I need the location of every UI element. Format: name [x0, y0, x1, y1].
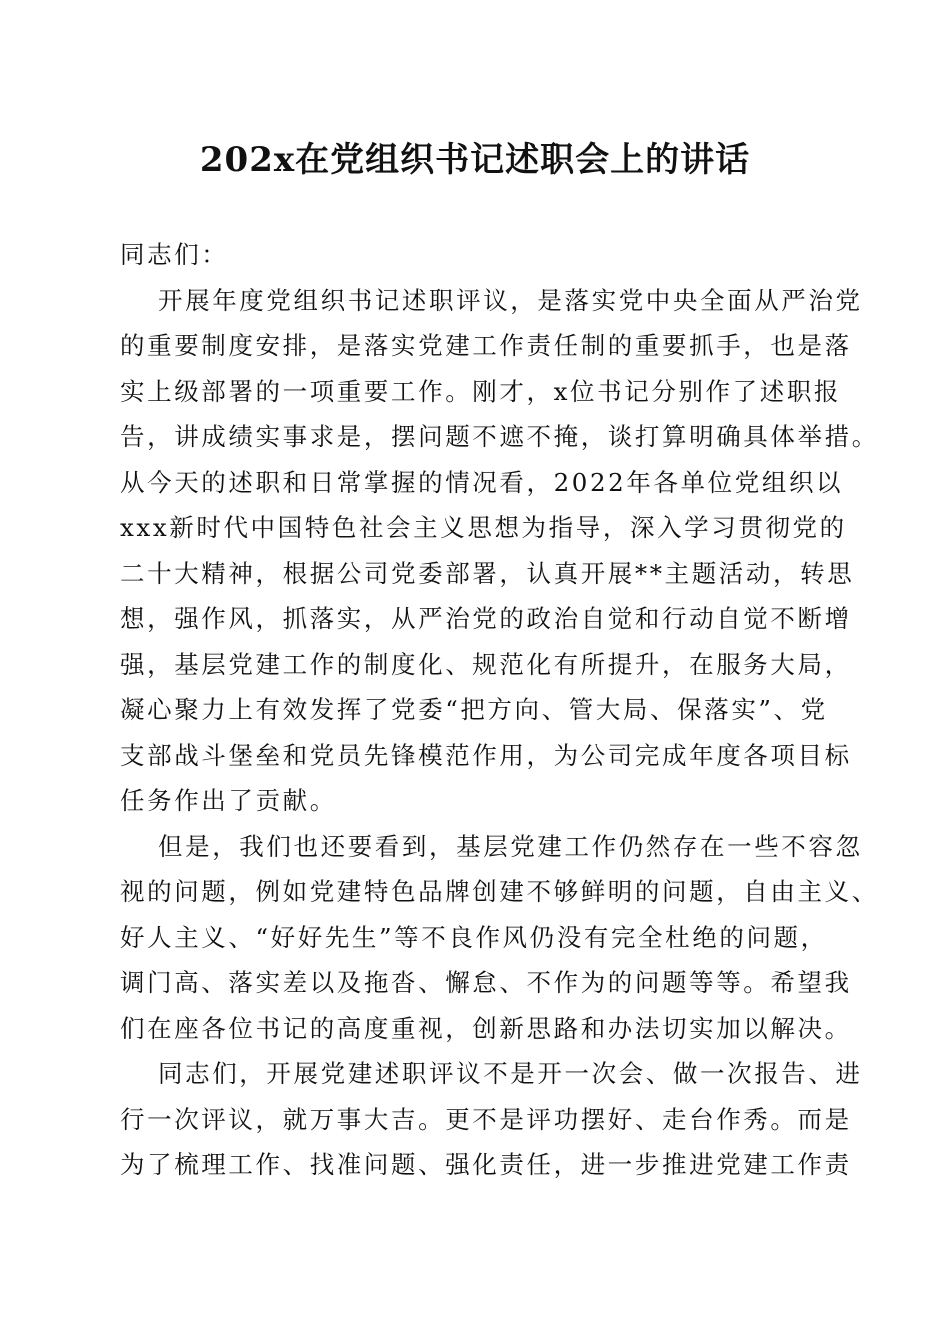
- paragraph-line: 视的问题，例如党建特色品牌创建不够鲜明的问题，自由主义、: [120, 877, 879, 906]
- paragraph-line: 开展年度党组织书记述职评议，是落实党中央全面从严治党: [158, 285, 863, 315]
- paragraph-line: 想，强作风，抓落实，从严治党的政治自觉和行动自觉不断增: [120, 604, 852, 633]
- paragraph-line: 强，基层党建工作的制度化、规范化有所提升，在服务大局，: [120, 649, 852, 679]
- paragraph-line: 同志们，开展党建述职评议不是开一次会、做一次报告、进: [158, 1059, 863, 1088]
- paragraph-line: 支部战斗堡垒和党员先锋模范作用，为公司完成年度各项目标: [120, 740, 852, 770]
- paragraph-1: [120, 278, 879, 824]
- paragraph-line: 二十大精神，根据公司党委部署，认真开展**主题活动，转思: [120, 558, 855, 588]
- paragraph-line: 为了梳理工作、找准问题、强化责任，进一步推进党建工作责: [120, 1150, 852, 1179]
- document-body: [120, 232, 879, 1188]
- paragraph-line: 从今天的述职和日常掌握的情况看，2022年各单位党组织以: [120, 467, 844, 497]
- paragraph-3: [120, 1051, 863, 1188]
- paragraph-line: 行一次评议，就万事大吉。更不是评功摆好、走台作秀。而是: [120, 1104, 852, 1134]
- paragraph-line: 的重要制度安排，是落实党建工作责任制的重要抓手，也是落: [120, 331, 852, 360]
- paragraph-line: 但是，我们也还要看到，基层党建工作仍然存在一些不容忽: [158, 831, 863, 861]
- paragraph-2: [120, 824, 879, 1052]
- paragraph-line: 实上级部署的一项重要工作。刚才，x位书记分别作了述职报: [120, 376, 842, 406]
- paragraph-line: xxx新时代中国特色社会主义思想为指导，深入学习贯彻党的: [120, 513, 847, 542]
- paragraph-line: 好人主义、“好好先生”等不良作风仍没有完全杜绝的问题，: [120, 922, 828, 952]
- paragraph-line: 告，讲成绩实事求是，摆问题不遮不掩，谈打算明确具体举措。: [120, 422, 879, 451]
- paragraph-line: 凝心聚力上有效发挥了党委“把方向、管大局、保落实”、党: [120, 695, 828, 724]
- paragraph-line: 们在座各位书记的高度重视，创新思路和办法切实加以解决。: [120, 1013, 852, 1043]
- salutation: 同志们：: [120, 240, 229, 269]
- paragraph-line: 任务作出了贡献。: [120, 786, 337, 815]
- document-title: 202x在党组织书记述职会上的讲话: [199, 140, 751, 180]
- paragraph-line: 调门高、落实差以及拖沓、懈怠、不作为的问题等等。希望我: [120, 968, 852, 997]
